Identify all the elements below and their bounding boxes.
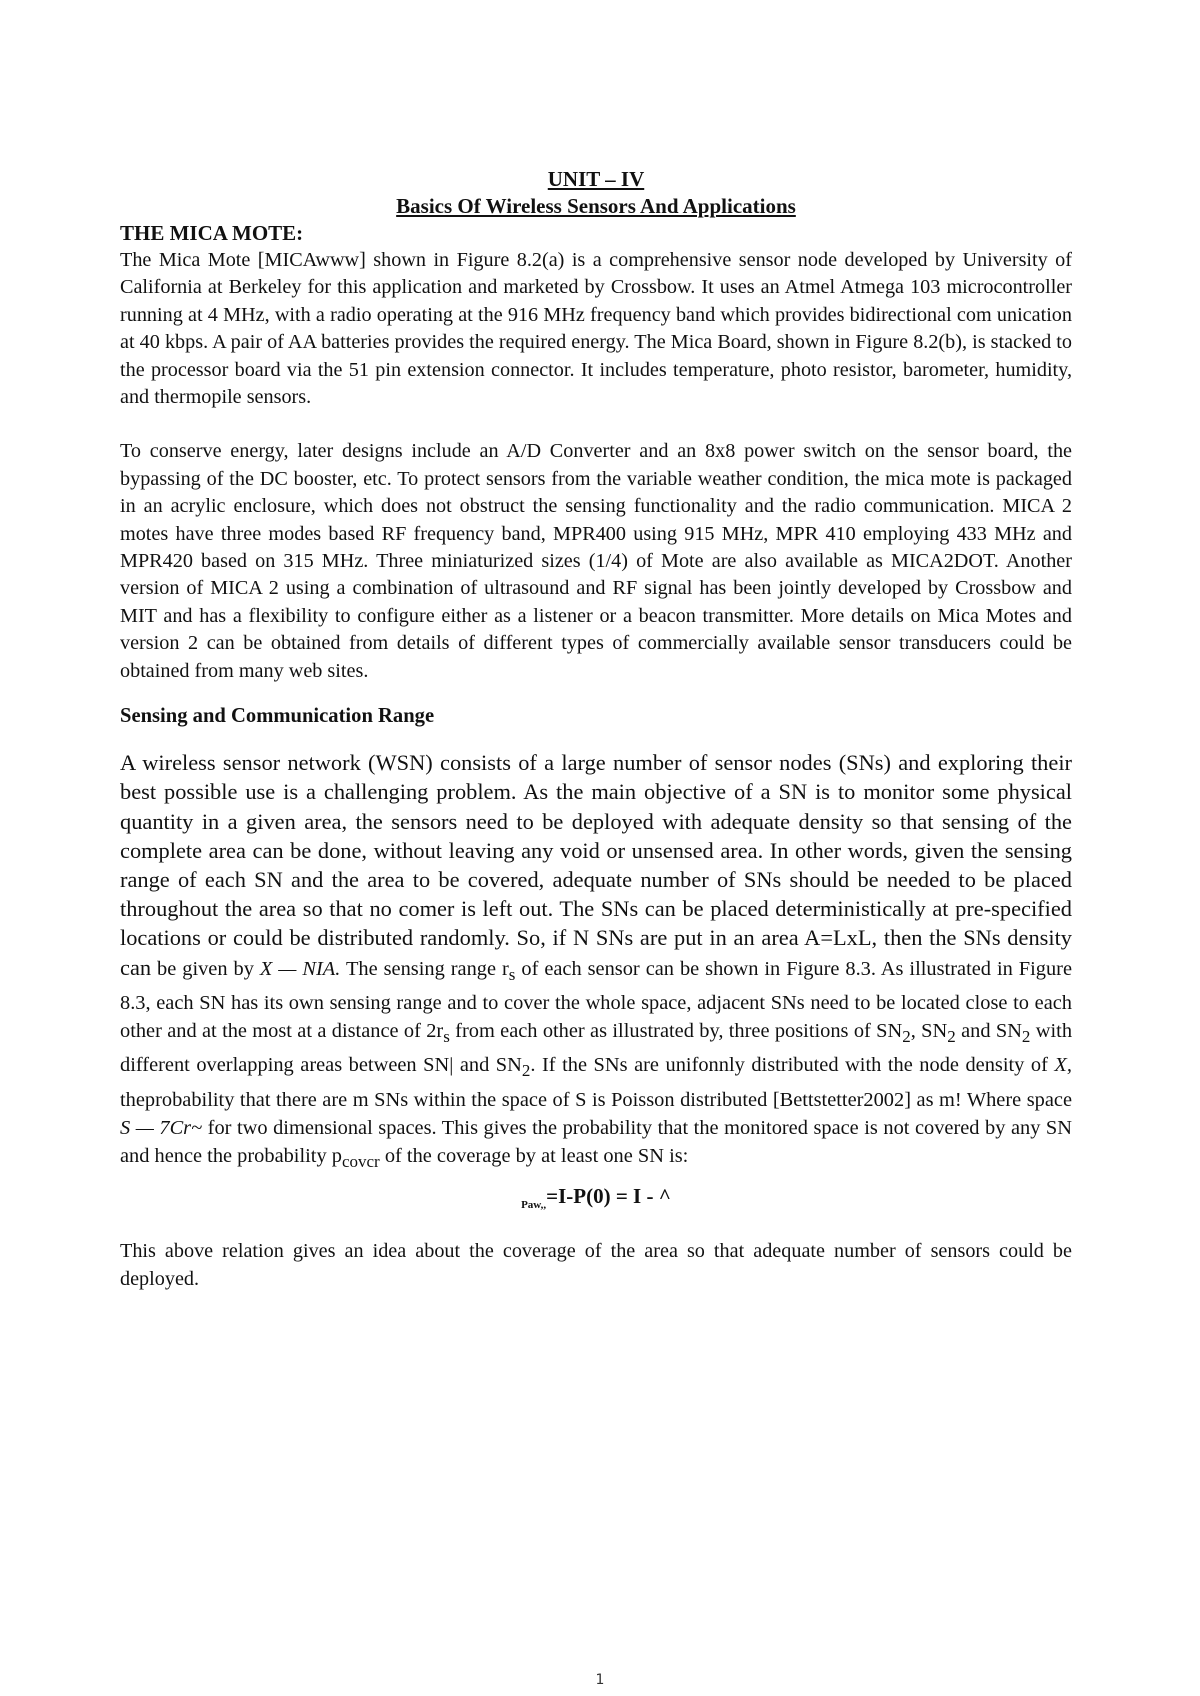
text-fragment: . If the SNs are unifonnly distributed with the node density of bbox=[530, 1054, 1055, 1077]
subscript: 2 bbox=[947, 1027, 956, 1047]
text-fragment: be given by bbox=[157, 957, 260, 980]
subscript: 2 bbox=[1021, 1027, 1031, 1047]
paragraph-wsn-coverage bbox=[120, 749, 1072, 1176]
coverage-formula bbox=[120, 1182, 1072, 1219]
paragraph-gap bbox=[120, 730, 1072, 749]
text-fragment: , SN bbox=[910, 1020, 948, 1042]
inline-formula-density: X — NIA. bbox=[259, 957, 341, 980]
text-fragment: from each other as illustrated by, three positions of SN bbox=[449, 1020, 903, 1042]
inline-formula-space: S — 7Cr~ bbox=[120, 1116, 203, 1139]
subscript: 2 bbox=[521, 1061, 531, 1081]
subscript: s bbox=[443, 1027, 450, 1047]
inline-formula-node-density: X, bbox=[1054, 1054, 1072, 1077]
paragraph-conserve-energy: To conserve energy, later designs include an A/D Converter and an 8x8 power switch on the sensor board, the bypassing of the DC booster, etc. To protect sensors from the variable weather condition, the mica mote is packaged in an acrylic enclosure, which does not obstruct the sensing functionality and the radio communication. MICA 2 motes have three modes based RF frequency band, MPR400 using 915 MHz, MPR 410 employing 433 MHz and MPR420 based on 315 MHz. Three miniaturized sizes (1/4) of Mote are also available as MICA2DOT. Another version of MICA 2 using a combination of ultrasound and RF signal has been jointly developed by Crossbow and MIT and has a flexibility to configure either as a listener or a beacon transmitter. More details on Mica Motes and version 2 can be obtained from details of different types of commercially available sensor transducers could be obtained from many web sites. bbox=[120, 440, 1072, 682]
text-fragment: with different overlapping areas between SN| and SN bbox=[120, 1020, 1073, 1077]
paragraph-wsn-intro: A wireless sensor network (WSN) consists of a large number of sensor nodes (SNs) and exploring their best possible use is a challenging problem. As the main objective of a SN is to monitor some physical quantity in a given area, the sensors need to be deployed with adequate density so that sensing of the complete area can be done, without leaving any void or unsensed area. In other words, given the sensing range of each SN and the area to be covered, adequate number of SNs should be needed to be placed throughout the area so that no comer is left out. The SNs can be placed deterministically at pre-specified locations or could be distributed randomly. So, if N SNs are put in an area A=LxL, then the SNs density can bbox=[120, 750, 1072, 980]
section-heading-sensing-range: Sensing and Communication Range bbox=[120, 705, 435, 728]
text-fragment: of the coverage by at least one SN is: bbox=[379, 1144, 689, 1167]
paragraph-gap bbox=[120, 1219, 1072, 1238]
text-fragment: of each sensor can be shown in Figure 8.3. As illustrated in Figure 8.3, each SN has its own sensing range and to cover the whole space, adjacent SNs need to be located close to each other and at the most at a distance of 2r bbox=[120, 957, 1072, 1042]
subscript: s bbox=[508, 964, 516, 984]
formula-main: =I-P(0) = I - ^ bbox=[546, 1184, 671, 1209]
page-number: 1 bbox=[595, 1672, 605, 1688]
section-heading-mica-mote: THE MICA MOTE: bbox=[120, 221, 304, 245]
subscript: 2 bbox=[902, 1027, 911, 1047]
text-fragment: and SN bbox=[955, 1020, 1022, 1042]
subscript: covcr bbox=[341, 1152, 380, 1172]
paragraph-coverage-relation: This above relation gives an idea about the coverage of the area so that adequate number of sensors could be deployed. bbox=[120, 1240, 1072, 1290]
text-fragment: The sensing range r bbox=[340, 957, 509, 980]
text-fragment: theprobability that there are m SNs within the space of S is Poisson distributed [Bettstetter2002] as m! Where space bbox=[120, 1088, 1072, 1111]
document-page bbox=[120, 166, 1072, 1293]
text-fragment: for two dimensional spaces. This gives the probability that the monitored space is not covered by any SN and hence the probability p bbox=[120, 1116, 1072, 1167]
unit-title: UNIT – IV bbox=[547, 167, 645, 191]
subject-title: Basics Of Wireless Sensors And Applications bbox=[396, 194, 796, 218]
paragraph-gap bbox=[120, 411, 1072, 438]
formula-subscript: Paw,, bbox=[521, 1199, 547, 1212]
paragraph-mica-mote-intro: The Mica Mote [MICAwww] shown in Figure 8.2(a) is a comprehensive sensor node developed by University of California at Berkeley for this application and marketed by Crossbow. It uses an Atmel Atmega 103 microcontroller running at 4 MHz, with a radio operating at the 916 MHz frequency band which provides bidirectional com unication at 40 kbps. A pair of AA batteries provides the required energy. The Mica Board, shown in Figure 8.2(b), is stacked to the processor board via the 51 pin extension connector. It includes temperature, photo resistor, barometer, humidity, and thermopile sensors. bbox=[120, 249, 1072, 409]
